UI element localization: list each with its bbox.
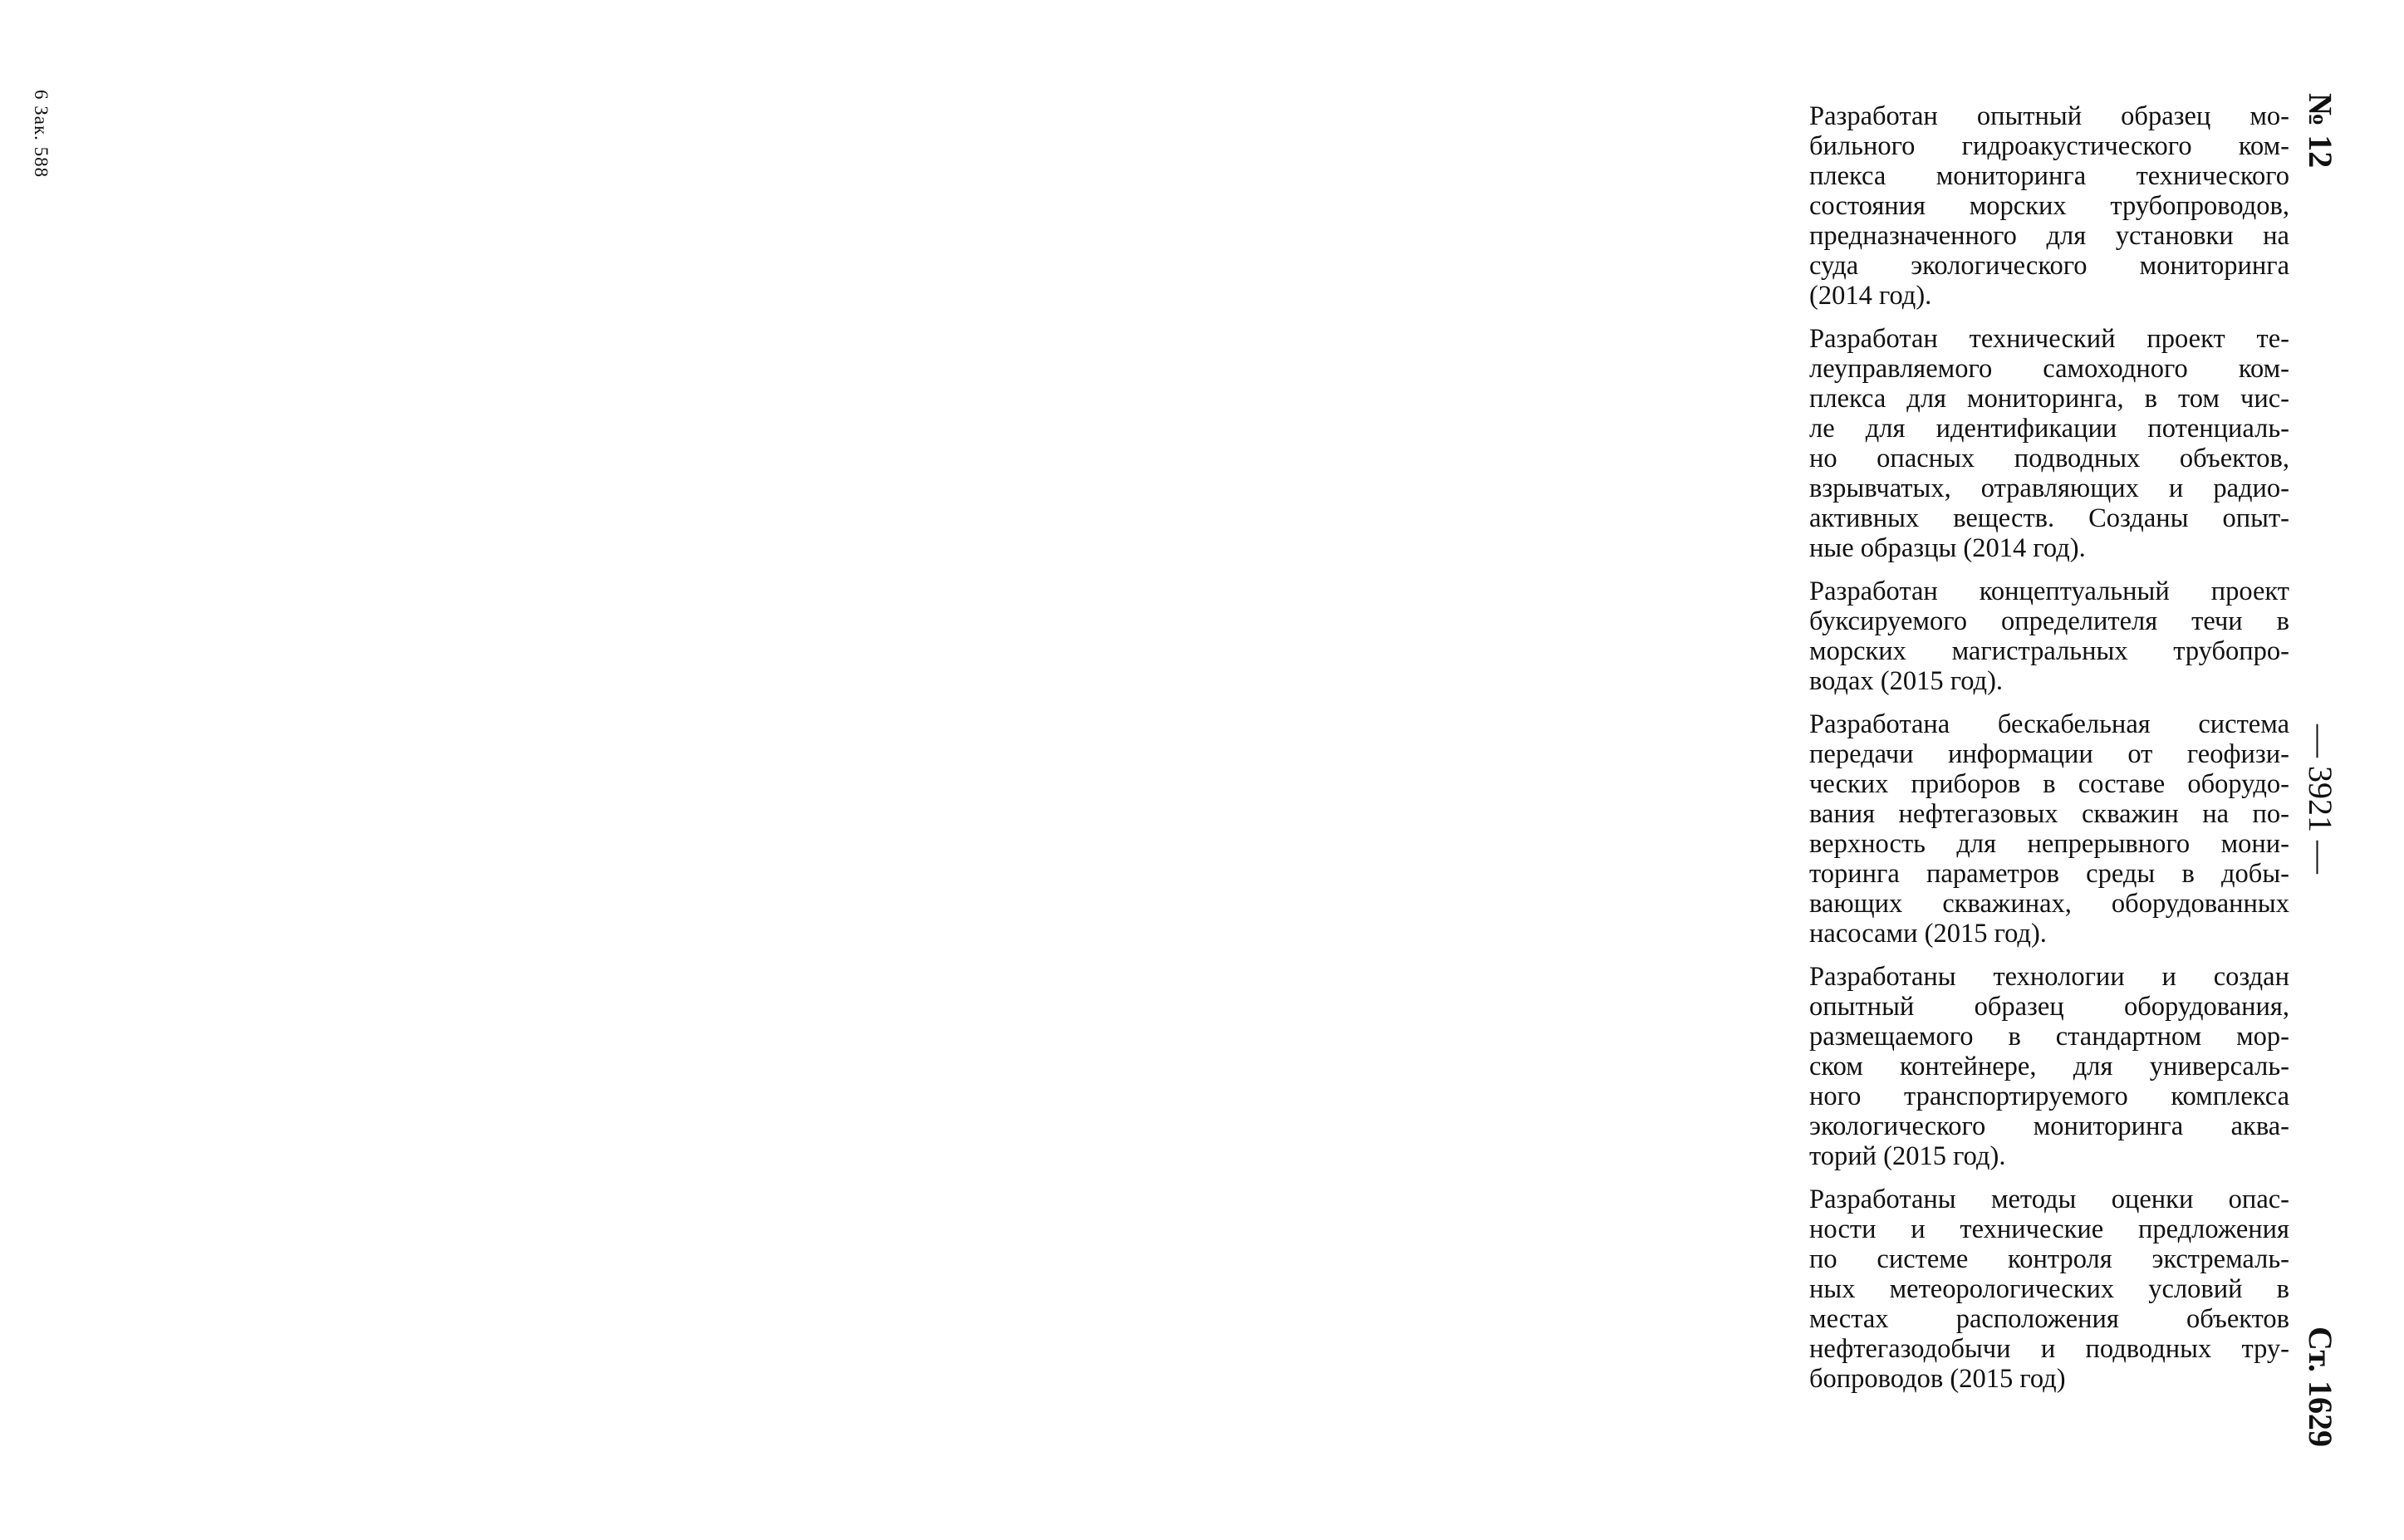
text-line: ле для идентификации потенциаль-: [1809, 414, 2289, 444]
text-line: насосами (2015 год).: [1809, 919, 2047, 949]
text-line: экологического мониторинга аква-: [1809, 1111, 2289, 1141]
paragraph: [1809, 101, 2289, 311]
text-line: по системе контроля экстремаль-: [1809, 1244, 2289, 1274]
text-line: буксируемого определителя течи в: [1809, 606, 2289, 636]
text-line: Разработаны технологии и создан: [1809, 962, 2289, 992]
paragraph: [1809, 962, 2289, 1171]
text-line: передачи информации от геофизи-: [1809, 739, 2289, 769]
text-line: вающих скважинах, оборудованных: [1809, 889, 2289, 919]
text-line: ного транспортируемого комплекса: [1809, 1081, 2289, 1111]
text-line: предназначенного для установки на: [1809, 221, 2289, 251]
text-line: вания нефтегазовых скважин на по-: [1809, 799, 2289, 829]
text-line: Разработан технический проект те-: [1809, 324, 2289, 354]
text-line: суда экологического мониторинга: [1809, 251, 2289, 281]
text-line: бильного гидроакустического ком-: [1809, 131, 2289, 161]
text-line: ные образцы (2014 год).: [1809, 533, 2086, 563]
text-line: Разработан опытный образец мо-: [1809, 101, 2289, 131]
text-line: активных веществ. Созданы опыт-: [1809, 503, 2289, 533]
page-number: — 3921 —: [2302, 724, 2339, 874]
text-line: ческих приборов в составе оборудо-: [1809, 769, 2289, 799]
text-line: бопроводов (2015 год): [1809, 1364, 2066, 1394]
text-line: но опасных подводных объектов,: [1809, 444, 2289, 473]
text-line: леуправляемого самоходного ком-: [1809, 354, 2289, 384]
running-header: [2301, 93, 2339, 1447]
text-line: ности и технические предложения: [1809, 1214, 2289, 1244]
article-number: Ст. 1629: [2302, 1327, 2339, 1447]
text-line: ных метеорологических условий в: [1809, 1274, 2289, 1304]
print-mark: 6 Зак. 588: [31, 90, 52, 179]
text-line: водах (2015 год).: [1809, 666, 2004, 696]
text-line: Разработана бескабельная система: [1809, 709, 2289, 739]
text-line: торинга параметров среды в добы-: [1809, 859, 2289, 889]
text-line: размещаемого в стандартном мор-: [1809, 1022, 2289, 1052]
text-line: нефтегазодобычи и подводных тру-: [1809, 1334, 2289, 1364]
text-line: морских магистральных трубопро-: [1809, 636, 2289, 666]
text-line: взрывчатых, отравляющих и радио-: [1809, 473, 2289, 503]
text-line: Разработаны методы оценки опас-: [1809, 1184, 2289, 1214]
text-line: (2014 год).: [1809, 281, 1932, 311]
text-line: торий (2015 год).: [1809, 1141, 2006, 1171]
text-line: состояния морских трубопроводов,: [1809, 191, 2289, 221]
text-line: опытный образец оборудования,: [1809, 992, 2289, 1022]
text-line: верхность для непрерывного мони-: [1809, 829, 2289, 859]
text-line: плекса для мониторинга, в том чис-: [1809, 384, 2289, 414]
text-line: местах расположения объектов: [1809, 1304, 2289, 1334]
paragraph: [1809, 576, 2289, 696]
issue-number: № 12: [2302, 93, 2339, 169]
text-line: плекса мониторинга технического: [1809, 161, 2289, 191]
paragraph: [1809, 1184, 2289, 1394]
text-line: Разработан концептуальный проект: [1809, 576, 2289, 606]
text-column: [1809, 101, 2289, 1407]
paragraph: [1809, 709, 2289, 949]
text-line: ском контейнере, для универсаль-: [1809, 1052, 2289, 1081]
paragraph: [1809, 324, 2289, 563]
